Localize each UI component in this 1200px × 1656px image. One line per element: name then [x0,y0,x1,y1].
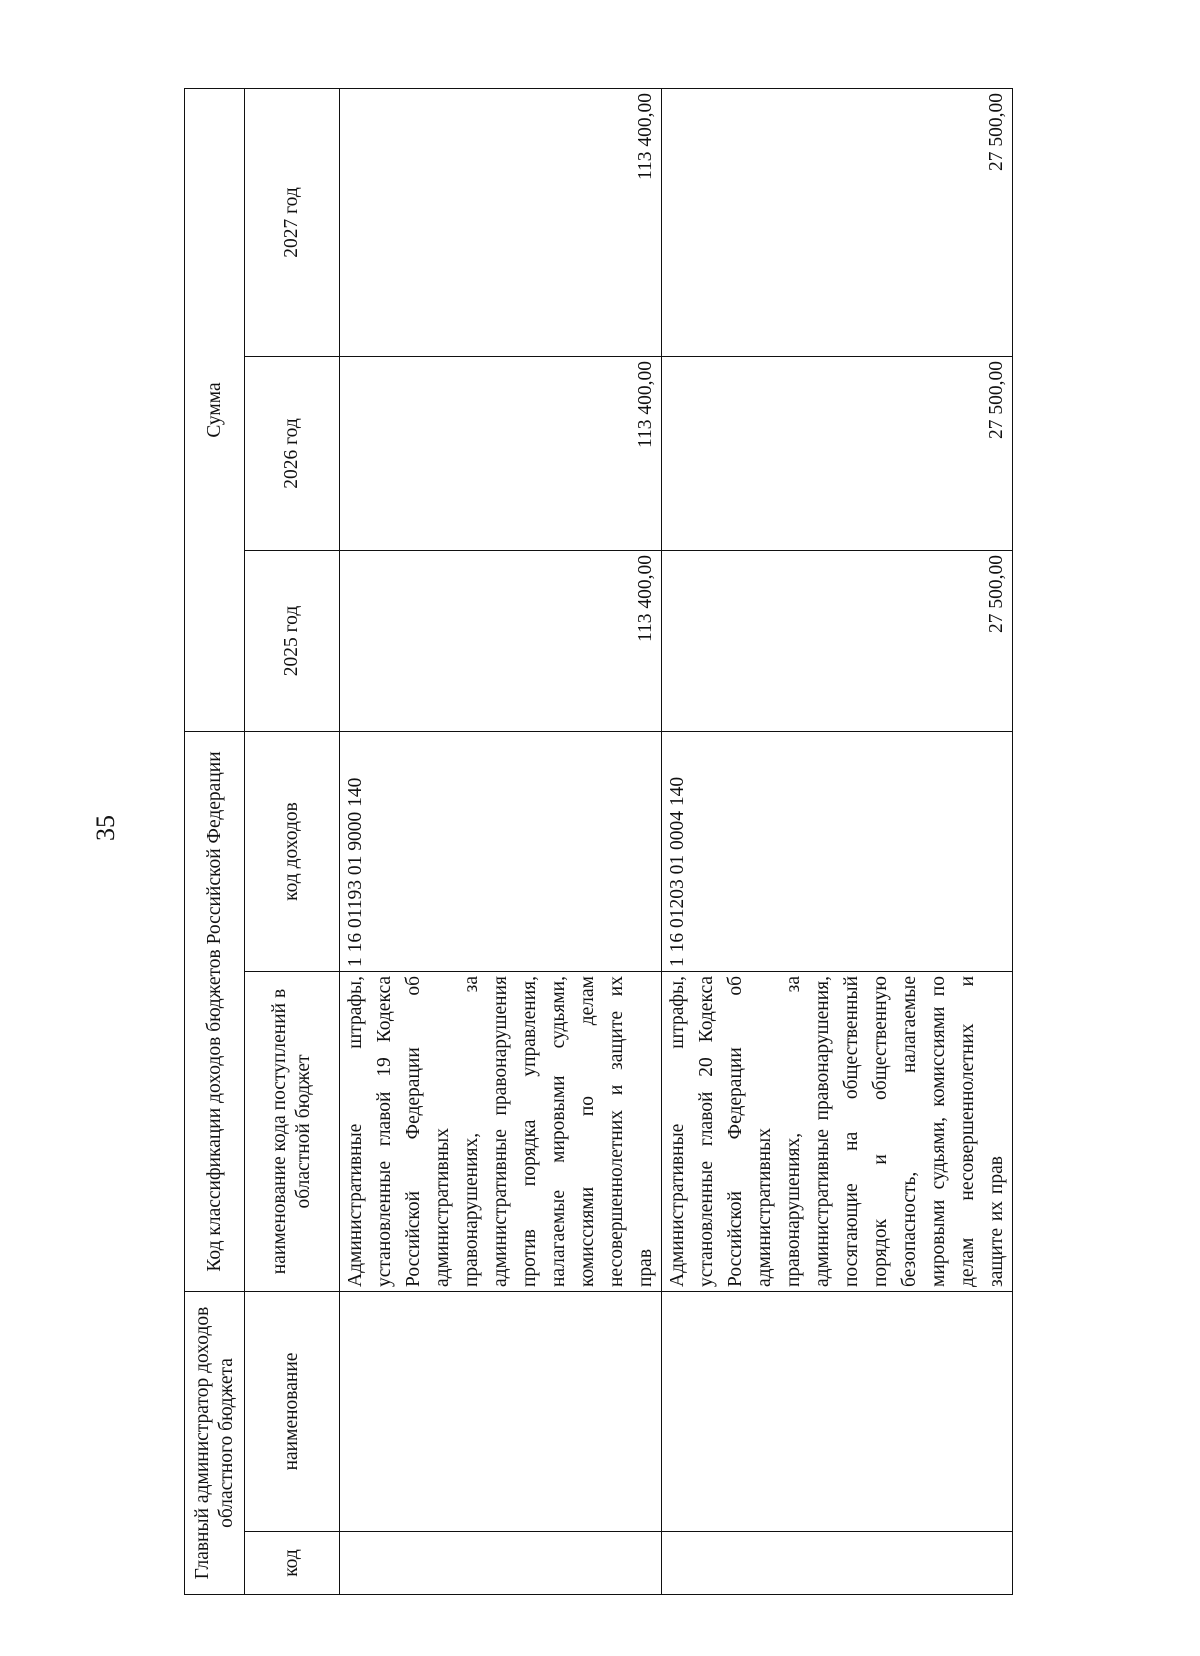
revenue-description-cell: Административные штрафы, установленные главой 20 Кодекса Российской Федерации об административных правонарушениях, за административные правонарушения, посягающие на общественный порядок и общественную безопасность, налагаемые мировыми судьями, комиссиями по делам несовершеннолетних и защите их прав [662,972,1013,1292]
admin-code-cell [340,1532,662,1595]
sum-2026-cell: 27 500,00 [662,357,1013,551]
sum-2025-cell: 113 400,00 [340,551,662,732]
table-row [662,89,1013,1595]
page-number: 35 [91,815,120,841]
header-admin-group: Главный администратор доходов областного бюджета [185,1292,245,1595]
header-col-name: наименование [245,1292,340,1532]
header-sum-group: Сумма [185,89,245,732]
sum-2027-cell: 113 400,00 [340,89,662,357]
header-col-revenue-code: код доходов [245,732,340,972]
rotated-table-frame [184,89,1007,1595]
header-col-2026: 2026 год [245,357,340,551]
header-col-revenue-name: наименование кода поступлений в областной бюджет [245,972,340,1292]
sum-2025-cell: 27 500,00 [662,551,1013,732]
header-col-code: код [245,1532,340,1595]
revenue-code-cell: 1 16 01203 01 0004 140 [662,732,1013,972]
revenue-code-cell: 1 16 01193 01 9000 140 [340,732,662,972]
revenue-description-cell: Административные штрафы, установленные главой 19 Кодекса Российской Федерации об административных правонарушениях, за административные правонарушения против порядка управления, налагаемые мировыми судьями, комиссиями по делам несовершеннолетних и защите их прав [340,972,662,1292]
admin-name-cell [662,1292,1013,1532]
header-row-groups [185,89,245,1595]
admin-code-cell [662,1532,1013,1595]
sum-2026-cell: 113 400,00 [340,357,662,551]
header-col-2025: 2025 год [245,551,340,732]
admin-name-cell [340,1292,662,1532]
table-row [340,89,662,1595]
header-classification-group: Код классификации доходов бюджетов Российской Федерации [185,732,245,1292]
sum-2027-cell: 27 500,00 [662,89,1013,357]
revenue-table [184,88,1013,1595]
header-row-columns [245,89,340,1595]
header-col-2027: 2027 год [245,89,340,357]
